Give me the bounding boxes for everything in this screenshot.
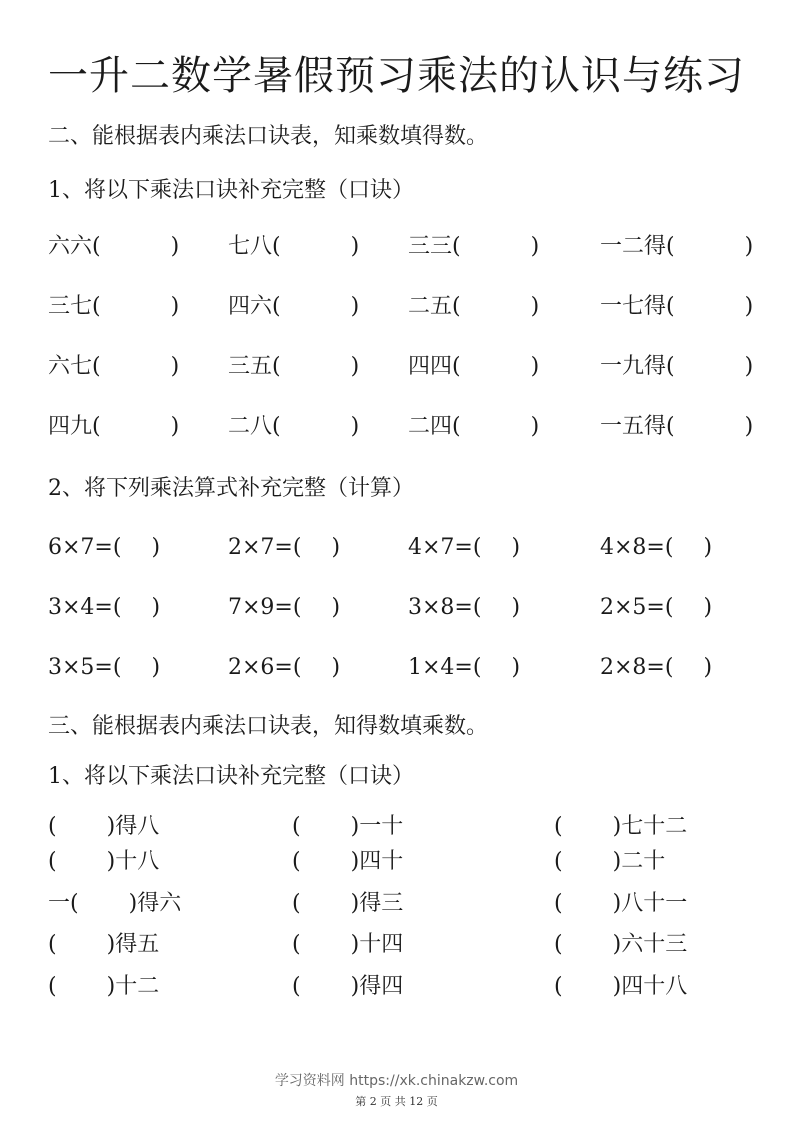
item-result: 得六 [137,891,182,916]
item-result: 十二 [115,974,160,999]
reverse-koujue-item: ( )十四 [292,932,404,957]
item-prompt: 3×5= [48,655,113,680]
koujue-item: 四六( ) [228,294,360,319]
reverse-koujue-item: ( )得四 [292,974,404,999]
reverse-koujue-item: 一( )得六 [48,891,182,916]
item-prompt: 三三 [408,234,453,259]
reverse-koujue-item: ( )六十三 [554,932,688,957]
exercise-row [48,930,768,960]
item-prompt: 7×9= [228,595,293,620]
item-prompt: 二八 [228,414,273,439]
item-prefix: 一 [48,891,71,916]
item-prompt: 3×8= [408,595,473,620]
calc-item: 2×8=( ) [600,655,713,680]
reverse-koujue-item: ( )得八 [48,814,160,839]
reverse-koujue-item: ( )十二 [48,974,160,999]
koujue-item: 二四( ) [408,414,540,439]
reverse-koujue-item: ( )四十 [292,849,404,874]
item-prompt: 一五得 [600,414,667,439]
item-result: 二十 [621,849,666,874]
reverse-koujue-item: ( )得五 [48,932,160,957]
item-result: 得五 [115,932,160,957]
reverse-koujue-item: ( )七十二 [554,814,688,839]
item-prompt: 2×7= [228,535,293,560]
item-prompt: 2×5= [600,595,665,620]
item-result: 六十三 [621,932,688,957]
subsection-heading: 1、将以下乘法口诀补充完整（口诀） [48,764,414,789]
calc-item: 1×4=( ) [408,655,521,680]
koujue-item: 三三( ) [408,234,540,259]
footer-page-number: 第 2 页 共 12 页 [355,1095,438,1108]
koujue-item: 一二得( ) [600,234,754,259]
reverse-koujue-item: ( )得三 [292,891,404,916]
calc-item: 4×7=( ) [408,535,521,560]
item-prompt: 一九得 [600,354,667,379]
exercise-row [48,593,768,623]
calc-item: 6×7=( ) [48,535,161,560]
koujue-item: 一七得( ) [600,294,754,319]
item-prompt: 四六 [228,294,273,319]
calc-item: 7×9=( ) [228,595,341,620]
reverse-koujue-item: ( )四十八 [554,974,688,999]
koujue-item: 六六( ) [48,234,180,259]
item-prompt: 一二得 [600,234,667,259]
item-prompt: 七八 [228,234,273,259]
reverse-koujue-item: ( )十八 [48,849,160,874]
item-result: 一十 [359,814,404,839]
item-result: 四十八 [621,974,688,999]
exercise-row [48,972,768,1002]
item-result: 十八 [115,849,160,874]
calc-item: 3×4=( ) [48,595,161,620]
exercise-row [48,653,768,683]
exercise-row [48,292,768,322]
koujue-item: 一五得( ) [600,414,754,439]
koujue-item: 六七( ) [48,354,180,379]
item-prompt: 二四 [408,414,453,439]
item-result: 七十二 [621,814,688,839]
item-prompt: 3×4= [48,595,113,620]
reverse-koujue-item: ( )二十 [554,849,666,874]
item-prompt: 三七 [48,294,93,319]
item-result: 得四 [359,974,404,999]
reverse-koujue-item: ( )一十 [292,814,404,839]
item-prompt: 四九 [48,414,93,439]
item-prompt: 六七 [48,354,93,379]
calc-item: 3×5=( ) [48,655,161,680]
section-heading: 三、能根据表内乘法口诀表，知得数填乘数。 [48,714,489,739]
item-prompt: 二五 [408,294,453,319]
item-prompt: 四四 [408,354,453,379]
koujue-item: 二五( ) [408,294,540,319]
item-prompt: 一七得 [600,294,667,319]
calc-item: 2×6=( ) [228,655,341,680]
exercise-row [48,232,768,262]
page-title: 一升二数学暑假预习乘法的认识与练习 [48,53,745,99]
calc-item: 3×8=( ) [408,595,521,620]
koujue-item: 一九得( ) [600,354,754,379]
item-result: 四十 [359,849,404,874]
footer-site: 学习资料网 https://xk.chinakzw.com [274,1073,519,1089]
koujue-item: 四四( ) [408,354,540,379]
koujue-item: 三七( ) [48,294,180,319]
item-result: 得八 [115,814,160,839]
item-prompt: 六六 [48,234,93,259]
calc-item: 2×7=( ) [228,535,341,560]
item-prompt: 4×7= [408,535,473,560]
exercise-row [48,352,768,382]
item-result: 八十一 [621,891,688,916]
koujue-item: 二八( ) [228,414,360,439]
exercise-row [48,412,768,442]
exercise-row [48,533,768,563]
subsection-heading: 1、将以下乘法口诀补充完整（口诀） [48,178,414,203]
koujue-item: 七八( ) [228,234,360,259]
subsection-heading: 2、将下列乘法算式补充完整（计算） [48,476,414,501]
item-prompt: 三五 [228,354,273,379]
exercise-row [48,847,768,877]
calc-item: 4×8=( ) [600,535,713,560]
item-result: 得三 [359,891,404,916]
section-heading: 二、能根据表内乘法口诀表，知乘数填得数。 [48,124,489,149]
calc-item: 2×5=( ) [600,595,713,620]
item-prompt: 2×8= [600,655,665,680]
item-prompt: 4×8= [600,535,665,560]
koujue-item: 三五( ) [228,354,360,379]
exercise-row [48,812,768,842]
koujue-item: 四九( ) [48,414,180,439]
item-prompt: 6×7= [48,535,113,560]
item-prompt: 1×4= [408,655,473,680]
exercise-row [48,889,768,919]
item-result: 十四 [359,932,404,957]
reverse-koujue-item: ( )八十一 [554,891,688,916]
item-prompt: 2×6= [228,655,293,680]
